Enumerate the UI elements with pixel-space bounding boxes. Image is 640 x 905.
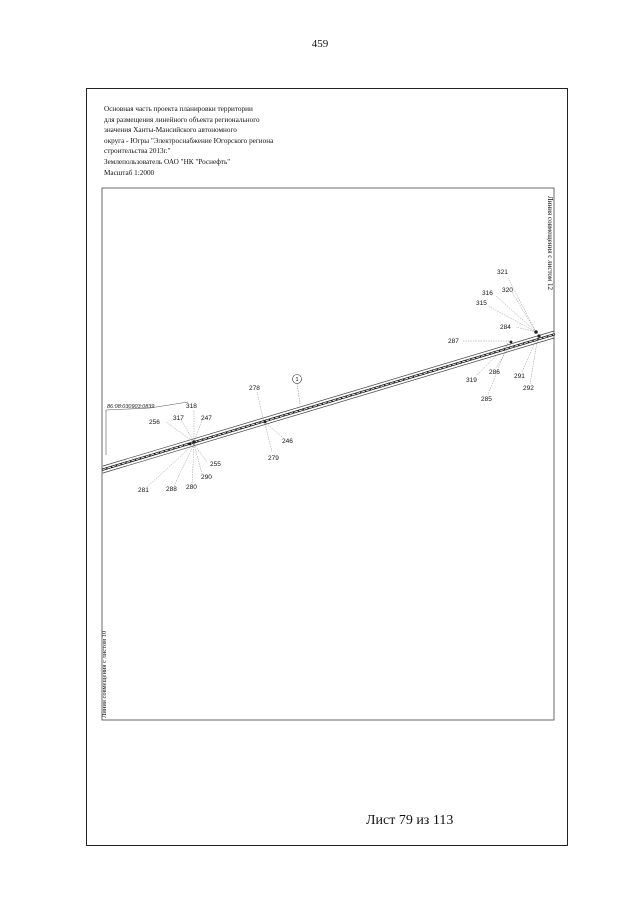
object-marker: 1 — [295, 377, 299, 383]
point-label-285: 285 — [481, 396, 492, 403]
scale-line: Масштаб 1:2000 — [104, 168, 155, 177]
point-label-286: 286 — [489, 369, 500, 376]
point-label-290: 290 — [201, 474, 212, 481]
title-line: Основная часть проекта планировки территории — [104, 105, 253, 113]
point-label-292: 292 — [523, 385, 534, 392]
title-line: округа - Югры "Электроснабжение Югорского региона — [104, 136, 274, 145]
point-label-319: 319 — [466, 377, 477, 384]
vertices-right — [510, 330, 541, 343]
point-label-281: 281 — [138, 487, 149, 494]
point-label-315: 315 — [476, 300, 487, 307]
page-number: 459 — [311, 38, 329, 50]
title-line: значения Ханты-Мансийского автономного — [104, 126, 237, 135]
point-label-246: 246 — [282, 438, 293, 445]
point-label-317: 317 — [173, 415, 184, 422]
match-line-left: Линия совмещения с листом 10 — [101, 630, 108, 718]
point-label-247: 247 — [201, 415, 212, 422]
map-frame — [102, 188, 554, 720]
point-label-288: 288 — [166, 486, 177, 493]
point-label-291: 291 — [514, 373, 525, 380]
point-label-316: 316 — [482, 290, 493, 297]
sheet-counter: Лист 79 из 113 — [366, 813, 454, 828]
point-label-284: 284 — [500, 324, 511, 331]
point-label-320: 320 — [502, 287, 513, 294]
vertex-labels — [138, 269, 534, 494]
parcel-label: 86:08:030903:0839 — [107, 404, 155, 410]
point-label-278: 278 — [249, 385, 260, 392]
title-line: строительства 2013г." — [104, 147, 171, 156]
point-label-279: 279 — [268, 455, 279, 462]
point-label-318: 318 — [186, 403, 197, 410]
point-label-256: 256 — [149, 419, 160, 426]
point-label-321: 321 — [497, 269, 508, 276]
title-line: для размещения линейного объекта регионального — [104, 115, 260, 124]
point-label-280: 280 — [186, 484, 197, 491]
landowner-line: Землепользователь ОАО "НК "Роснефть" — [104, 157, 231, 166]
point-label-287: 287 — [448, 338, 459, 345]
match-line-right: Линия совмещения с листом 12 — [546, 196, 554, 290]
point-label-255: 255 — [210, 461, 221, 468]
